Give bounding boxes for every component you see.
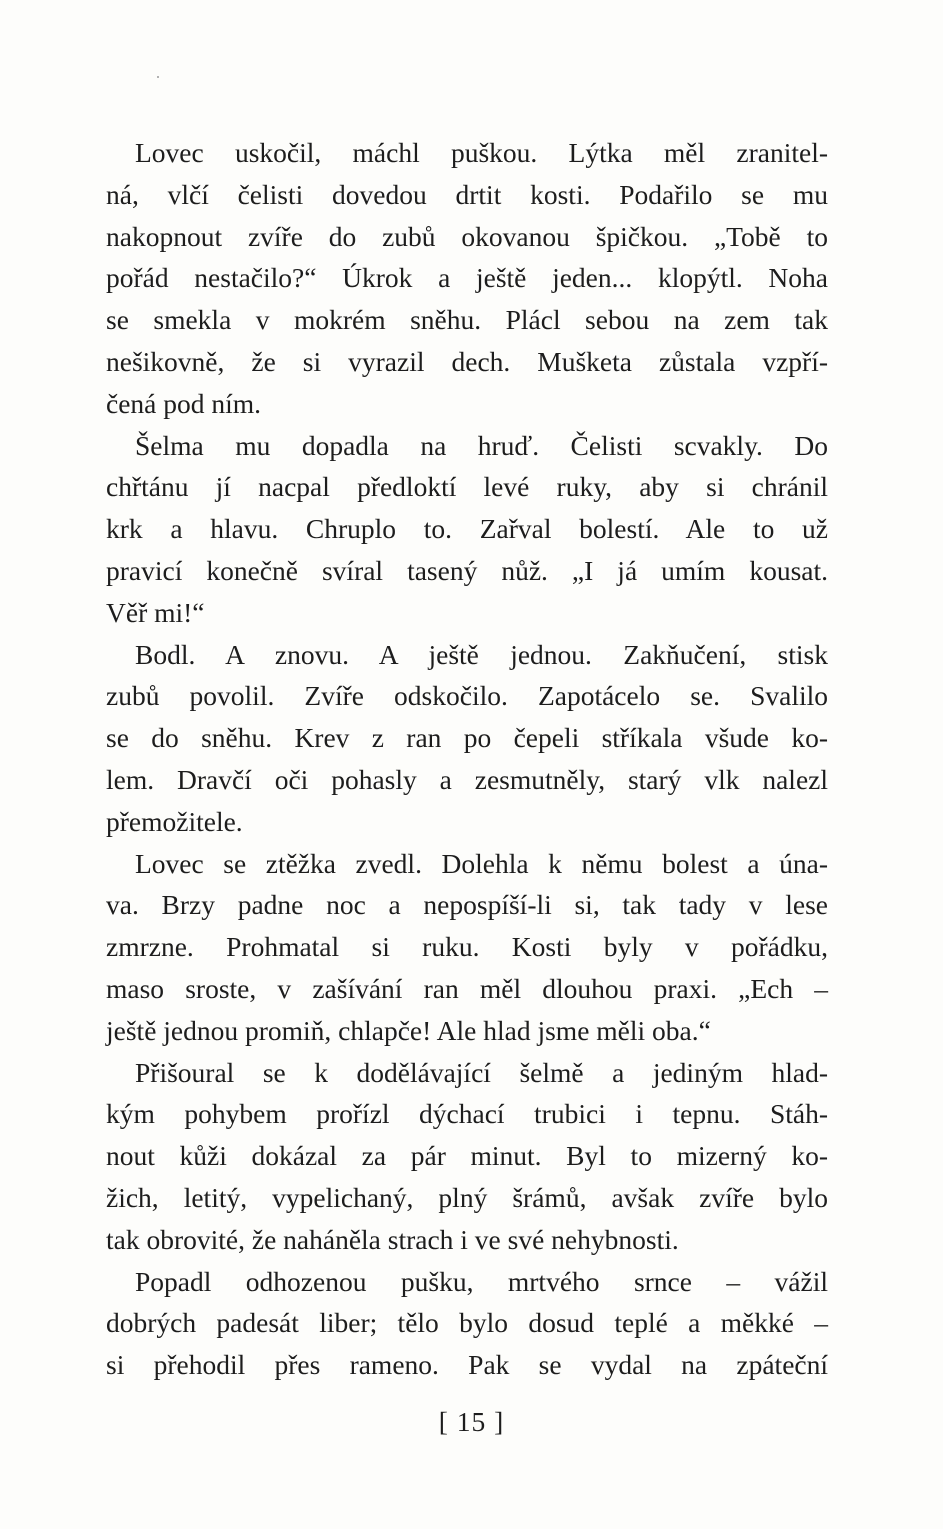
text-line: Popadl odhozenou pušku, mrtvého srnce – vážil xyxy=(135,1265,828,1297)
text-line: si přehodil přes rameno. Pak se vydal na zpáteční xyxy=(106,1349,828,1381)
paragraph xyxy=(106,634,828,843)
text-line: nout kůži dokázal za pár minut. Byl to mizerný ko- xyxy=(106,1140,828,1172)
text-line: ještě jednou promiň, chlapče! Ale hlad jsme měli oba.“ xyxy=(106,1014,711,1046)
text-line: tak obrovité, že naháněla strach i ve své nehybnosti. xyxy=(106,1223,679,1255)
page-number: [ 15 ] xyxy=(438,1406,505,1437)
paragraph xyxy=(106,1261,828,1386)
text-line: va. Brzy padne noc a nepospíší-li si, tak tady v lese xyxy=(106,889,828,921)
text-line: chřtánu jí nacpal předloktí levé ruky, aby si chránil xyxy=(106,471,828,503)
text-line: zmrzne. Prohmatal si ruku. Kosti byly v pořádku, xyxy=(106,931,828,963)
text-line: Lovec uskočil, máchl puškou. Lýtka měl zranitel- xyxy=(135,137,828,168)
text-line: lem. Dravčí oči pohasly a zesmutněly, starý vlk nalezl xyxy=(106,763,828,795)
text-line: kým pohybem prořízl dýchací trubici i tepnu. Stáh- xyxy=(106,1098,828,1130)
text-line: přemožitele. xyxy=(106,805,243,837)
text-line: pořád nestačilo?“ Úkrok a ještě jeden... klopýtl. Noha xyxy=(106,262,828,294)
text-line: se do sněhu. Krev z ran po čepeli stříkala všude ko- xyxy=(106,722,828,754)
text-line: dobrých padesát liber; tělo bylo dosud teplé a měkké – xyxy=(106,1307,828,1339)
text-line: žich, letitý, vypelichaný, plný šrámů, avšak zvíře bylo xyxy=(106,1181,828,1213)
text-line: Bodl. A znovu. A ještě jednou. Zakňučení, stisk xyxy=(135,638,828,670)
text-line: Šelma mu dopadla na hruď. Čelisti scvakly. Do xyxy=(135,429,828,461)
paragraph xyxy=(106,132,828,425)
text-line: zubů povolil. Zvíře odskočilo. Zapotácelo se. Svalilo xyxy=(106,680,828,712)
text-line: Věř mi!“ xyxy=(106,596,205,628)
text-line: nešikovně, že si vyrazil dech. Mušketa zůstala vzpří- xyxy=(106,345,828,377)
text-line: maso sroste, v zašívání ran měl dlouhou praxi. „Ech – xyxy=(106,972,828,1004)
text-line: Přišoural se k dodělávající šelmě a jediným hlad- xyxy=(135,1056,828,1088)
text-line: pravicí konečně svíral tasený nůž. „I já umím kousat. xyxy=(106,554,828,586)
text-line: se smekla v mokrém sněhu. Plácl sebou na zem tak xyxy=(106,304,828,336)
text-line: čená pod ním. xyxy=(106,387,262,419)
text-line: nakopnout zvíře do zubů okovanou špičkou. „Tobě to xyxy=(106,220,828,252)
paragraph xyxy=(106,843,828,1052)
paper-speck xyxy=(157,76,159,78)
text-line: krk a hlavu. Chruplo to. Zařval bolestí. Ale to už xyxy=(106,513,828,545)
paragraph xyxy=(106,1052,828,1261)
text-line: ná, vlčí čelisti dovedou drtit kosti. Podařilo se mu xyxy=(106,178,828,210)
body-text xyxy=(106,132,828,1386)
text-line: Lovec se ztěžka zvedl. Dolehla k němu bolest a úna- xyxy=(135,847,828,879)
paragraph xyxy=(106,425,828,634)
